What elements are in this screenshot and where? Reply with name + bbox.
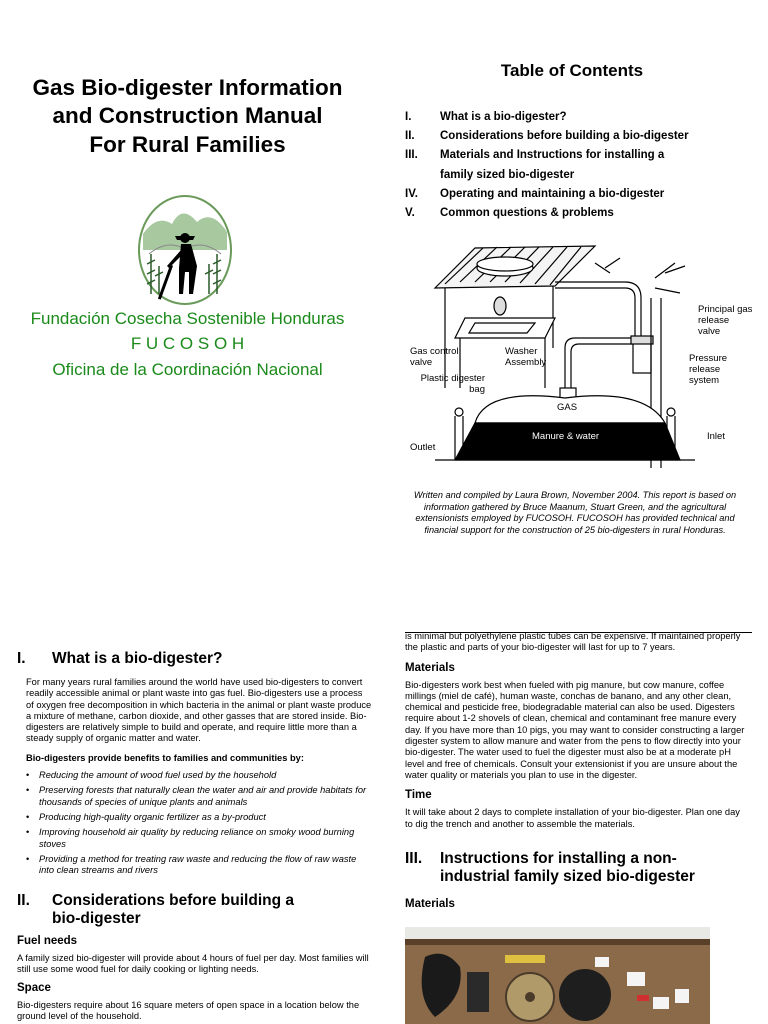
list-item: • Improving household air quality by reducing reliance on smoky wood burning stoves xyxy=(22,827,372,850)
section-2 xyxy=(17,892,372,1022)
toc-title: Table of Contents xyxy=(500,61,644,80)
label-plastic-bag: Plastic digester bag xyxy=(420,373,485,395)
toc-item[interactable]: family sized bio-digester xyxy=(440,168,575,181)
label-principal-valve: Principal gas release valve xyxy=(698,304,753,337)
toc-item[interactable]: III. Materials and Instructions for installing a xyxy=(405,149,665,162)
org-acronym: F U C O S O H xyxy=(130,334,245,353)
org-office: Oficina de la Coordinación Nacional xyxy=(52,360,323,379)
label-inlet: Inlet xyxy=(707,431,725,442)
cover-title-line1: Gas Bio-digester Information xyxy=(32,75,343,100)
list-item: • Reducing the amount of wood fuel used by the household xyxy=(22,770,372,781)
time-text: It will take about 2 days to complete installation of your bio-digester. Plan one day to dig the trench and another to assemble the materials. xyxy=(405,807,740,829)
space-text: Bio-digesters require about 16 square meters of open space in a location below the ground level of the household. xyxy=(17,999,360,1021)
materials-photo xyxy=(405,927,710,1024)
cover-subtitle: For Rural Families xyxy=(89,132,286,157)
benefits-heading: Bio-digesters provide benefits to families and communities by: xyxy=(26,752,304,763)
label-washer: Washer Assembly xyxy=(505,346,547,368)
toc-item[interactable]: I. What is a bio-digester? xyxy=(405,111,567,123)
cover-title-line2: and Construction Manual xyxy=(52,103,323,128)
fuel-needs-text: A family sized bio-digester will provide about 4 hours of fuel per day. Most families will still use some wood fuel for daily cooking or lighting needs. xyxy=(17,953,369,975)
label-outlet: Outlet xyxy=(410,442,436,453)
right-column xyxy=(405,631,750,910)
author-credits: Written and compiled by Laura Brown, November 2004. This report is based on information gathered by Bruce Maanum, Stuart Green, and the agricultural extensionists employed by FUCOSOH. FUCOSOH has provided technical and financial support for the construction of 25 bio-digesters in rural Honduras. xyxy=(413,490,737,535)
section-3-heading: III. Instructions for installing a non- industrial family sized bio-digester xyxy=(405,849,695,885)
section-1-intro: For many years rural families around the world have used bio-digesters to convert readily accessible animal or plant waste into gas fuel. Bio-digesters use a process of oxygen free decomposition in which bacteria in the animal or plant waste produce a mixture of methane, carbon dioxide, and other gasses that are stored inside. Bio-digesters are relatively simple to build and operate, and require little more than a steady supply of organic matter and water. xyxy=(26,677,372,744)
materials-2-heading: Materials xyxy=(405,897,455,910)
list-item: • Providing a method for treating raw waste and reducing the flow of raw waste into clean streams and rivers xyxy=(22,854,372,877)
label-gas-control: Gas control valve xyxy=(410,346,459,368)
section-1 xyxy=(17,650,372,880)
materials-text: Bio-digesters work best when fueled with pig manure, but cow manure, coffee millings (miel de café), human waste, conchas de banano, and any other clean, chemical and pesticide free, biodegradable material can also be used. Digesters require about 1-2 shovels of clean, chemical and contaminant free manure every day. If you have more than 10 pigs, you may want to consider constructing a larger digester system to allow manure and water from the pens to flow directly into your bio-digester. The water used to fuel the digester must also be at a moderate pH level and free of chemicals. Consult your extensionist if you are unsure about the water quality or materials you plan to use in the digester. xyxy=(405,679,745,780)
fuel-needs-heading: Fuel needs xyxy=(17,935,78,947)
biodigester-diagram xyxy=(405,238,755,470)
section-2-heading: II. Considerations before building a bio-digester xyxy=(17,892,294,927)
toc-item[interactable]: IV. Operating and maintaining a bio-digester xyxy=(405,187,665,200)
list-item: • Preserving forests that naturally clean the water and air and provide habitats for thousands of species of unique plants and animals xyxy=(22,785,372,808)
list-item: • Producing high-quality organic fertilizer as a by-product xyxy=(22,812,372,823)
space-heading: Space xyxy=(17,981,51,994)
toc-list xyxy=(405,108,735,223)
cost-continued-text: is minimal but polyethylene plastic tubes can be expensive. If maintained properly the plastic and parts of your bio-digester will last for up to 7 years. xyxy=(405,631,741,653)
fucosoh-logo xyxy=(137,194,233,306)
toc-item[interactable]: II. Considerations before building a bio-digester xyxy=(405,130,689,143)
materials-heading: Materials xyxy=(405,661,455,674)
label-gas: GAS xyxy=(557,402,578,413)
label-manure-water: Manure & water xyxy=(532,431,600,442)
org-name: Fundación Cosecha Sostenible Honduras xyxy=(30,309,345,328)
cover-title xyxy=(10,74,365,130)
time-heading: Time xyxy=(405,789,432,802)
benefits-list xyxy=(22,770,372,876)
label-pressure-release: Pressure release system xyxy=(689,353,728,386)
section-1-heading: I. What is a bio-digester? xyxy=(17,650,223,667)
toc-item[interactable]: V. Common questions & problems xyxy=(405,207,614,220)
